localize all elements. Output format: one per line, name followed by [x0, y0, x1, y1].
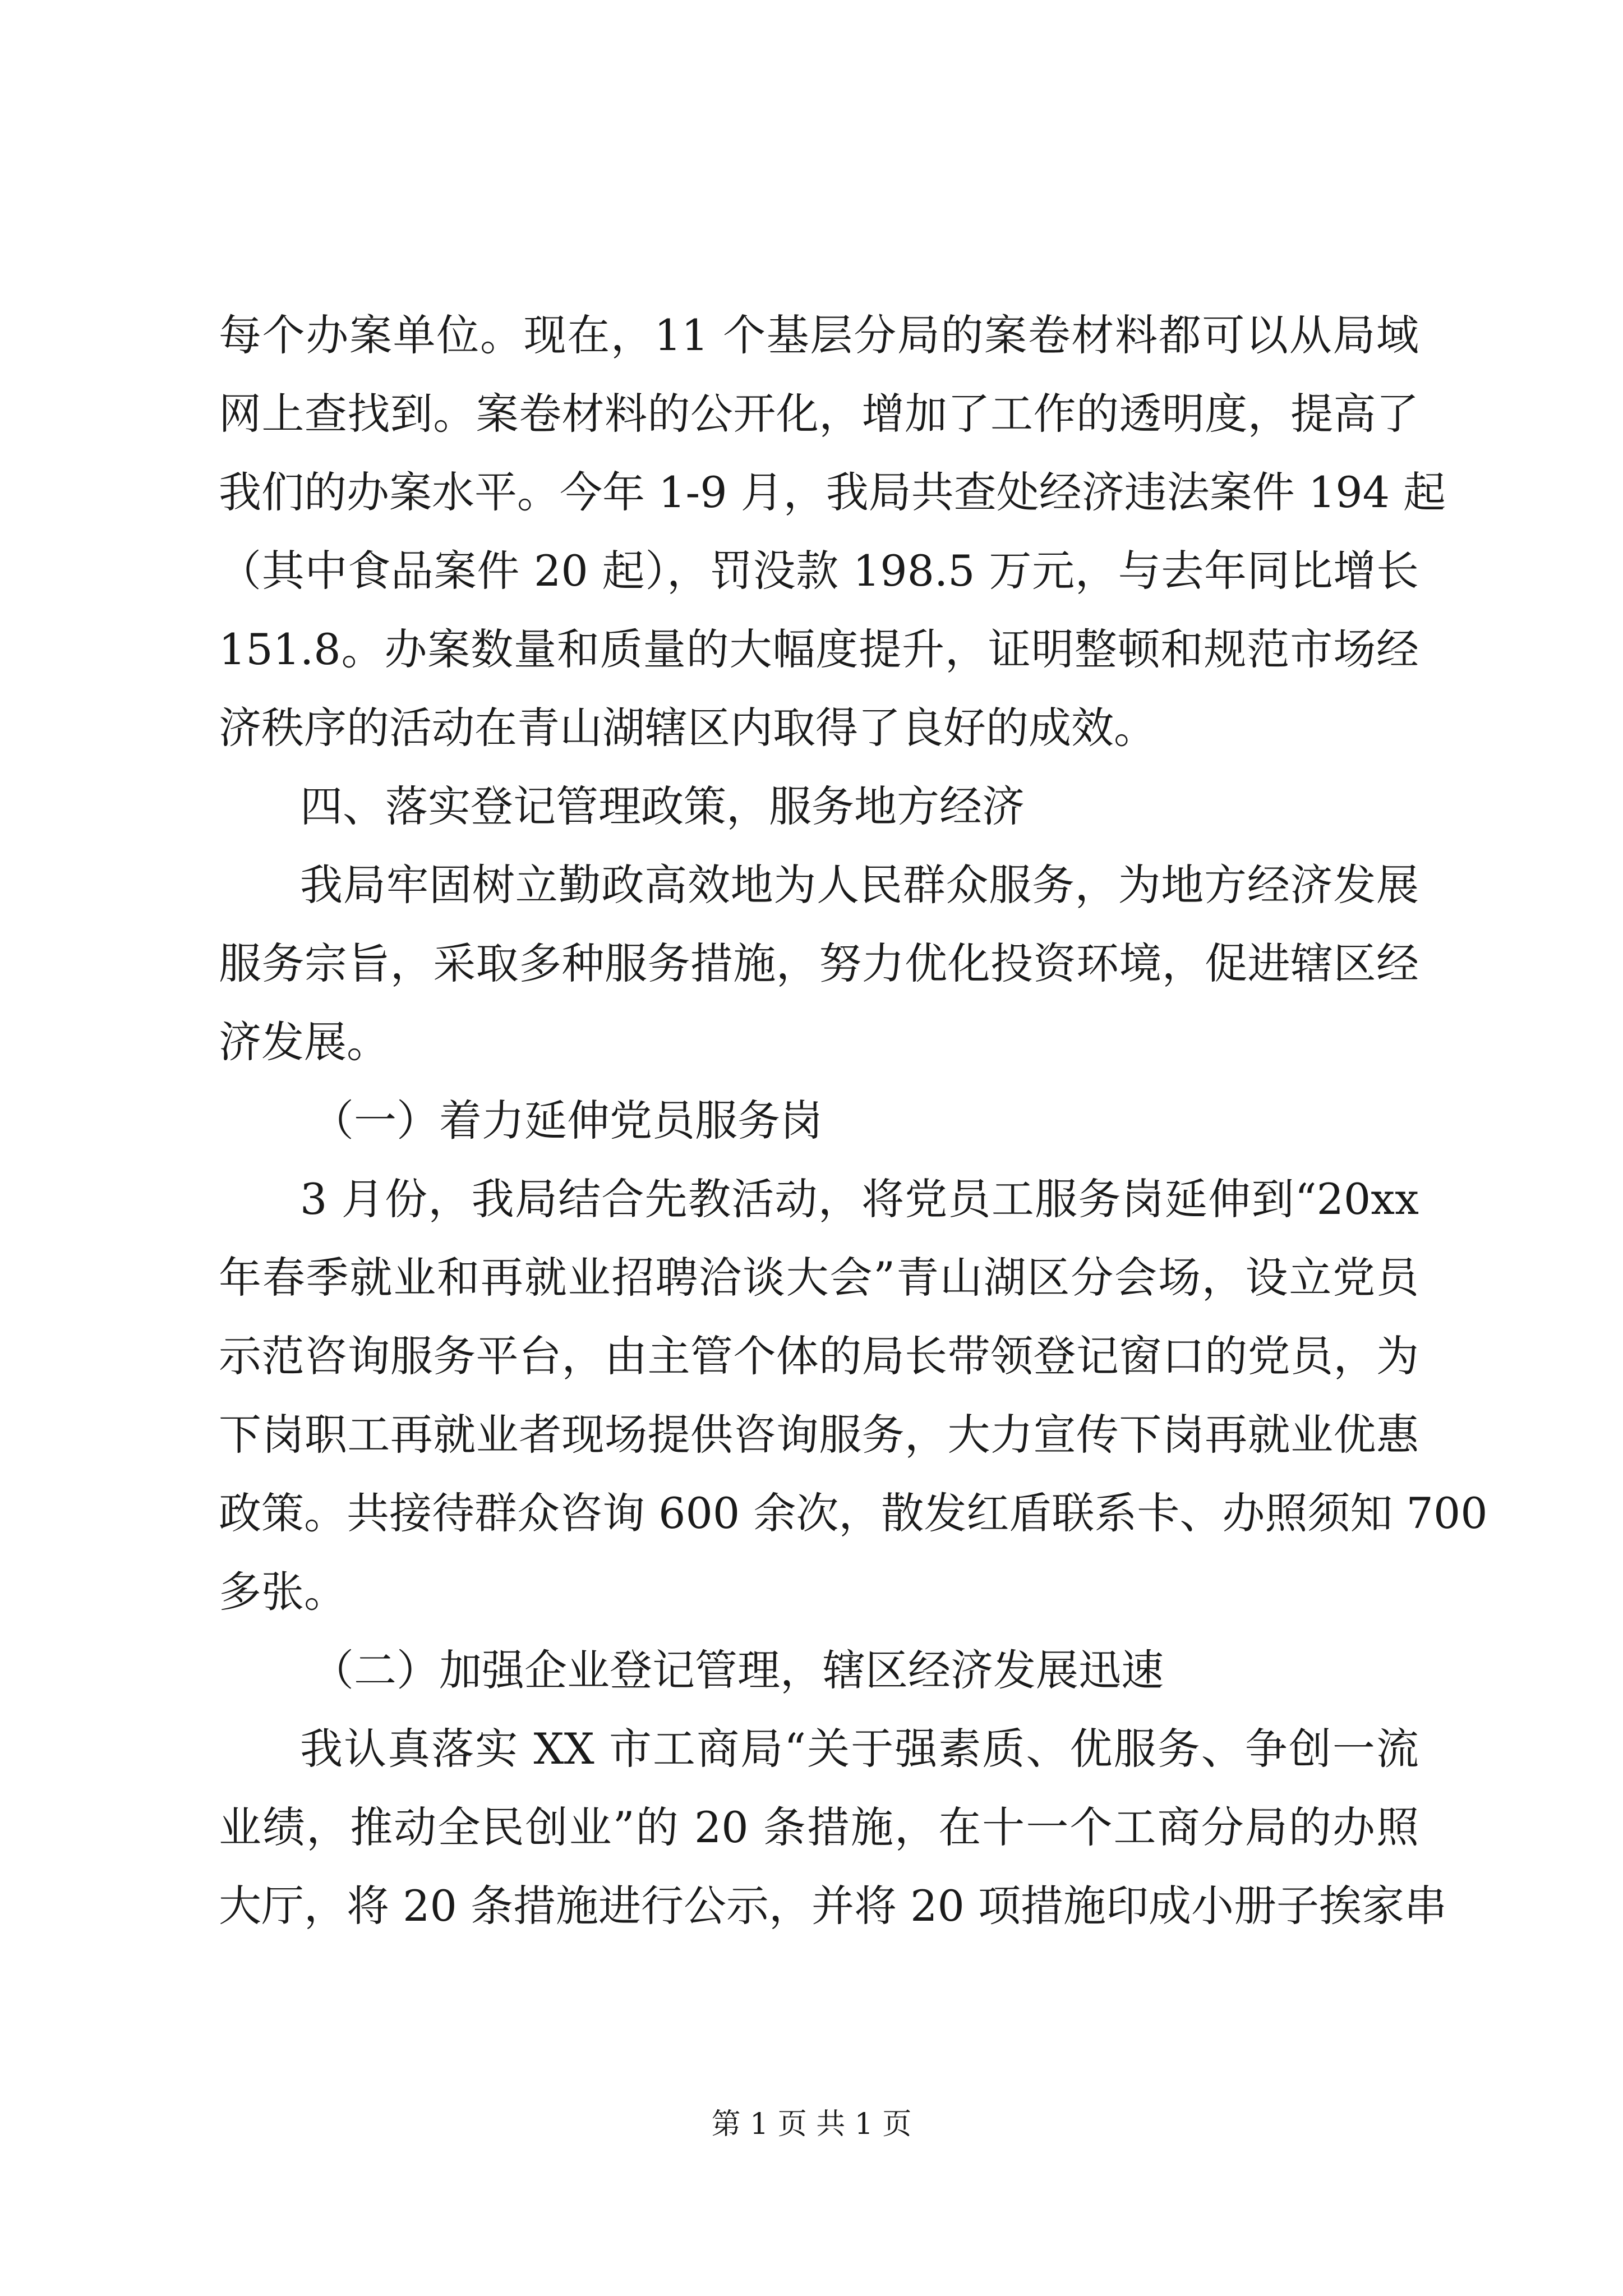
body-text-line: 每个办案单位。现在，11 个基层分局的案卷材料都可以从局域 [219, 310, 1419, 360]
section-heading: 四、落实登记管理政策，服务地方经济 [300, 781, 1025, 831]
page-number-footer: 第 1 页 共 1 页 [711, 2108, 912, 2141]
body-text-line: 济秩序的活动在青山湖辖区内取得了良好的成效。 [219, 703, 1156, 753]
body-text-line: 济发展。 [219, 1017, 389, 1067]
body-text-line: 政策。共接待群众咨询 600 余次，散发红盾联系卡、办照须知 700 [219, 1488, 1488, 1538]
subsection-heading: （二）加强企业登记管理，辖区经济发展迅速 [311, 1645, 1164, 1695]
body-text-line: （其中食品案件 20 起），罚没款 198.5 万元，与去年同比增长 [219, 546, 1419, 596]
body-text-line: 示范咨询服务平台，由主管个体的局长带领登记窗口的党员，为 [219, 1331, 1419, 1381]
body-text-line: 我局牢固树立勤政高效地为人民群众服务，为地方经济发展 [300, 860, 1419, 910]
body-text-line: 我们的办案水平。今年 1-9 月，我局共查处经济违法案件 194 起 [219, 467, 1446, 517]
body-text-line: 年春季就业和再就业招聘洽谈大会”青山湖区分会场，设立党员 [219, 1253, 1419, 1303]
body-text-line: 服务宗旨，采取多种服务措施，努力优化投资环境，促进辖区经 [219, 938, 1419, 988]
body-text-line: 3 月份，我局结合先教活动，将党员工服务岗延伸到“20xx [300, 1174, 1419, 1224]
body-text-line: 网上查找到。案卷材料的公开化，增加了工作的透明度，提高了 [219, 389, 1419, 439]
body-text-line: 151.8。办案数量和质量的大幅度提升，证明整顿和规范市场经 [219, 624, 1419, 674]
body-text-line: 下岗职工再就业者现场提供咨询服务，大力宣传下岗再就业优惠 [219, 1410, 1419, 1460]
body-text-line: 业绩，推动全民创业”的 20 条措施，在十一个工商分局的办照 [219, 1802, 1419, 1852]
body-text-line: 大厅，将 20 条措施进行公示，并将 20 项措施印成小册子挨家串 [219, 1881, 1447, 1931]
subsection-heading: （一）着力延伸党员服务岗 [311, 1096, 823, 1145]
body-text-line: 我认真落实 XX 市工商局“关于强素质、优服务、争创一流 [300, 1724, 1419, 1774]
body-text-line: 多张。 [219, 1567, 347, 1617]
